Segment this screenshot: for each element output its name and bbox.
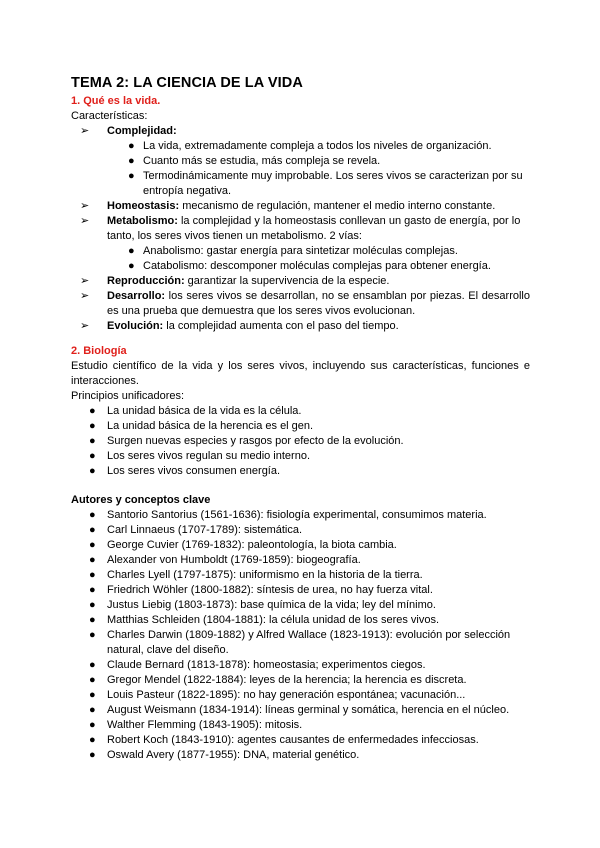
author-text: Robert Koch (1843-1910): agentes causantes de enfermedades infecciosas. — [107, 734, 479, 746]
principle-text: La unidad básica de la vida es la célula. — [107, 405, 302, 417]
author-item — [71, 553, 530, 568]
bullet-dot-icon: ● — [128, 245, 135, 257]
principle-item — [71, 464, 530, 479]
sub-list-item — [107, 139, 530, 154]
characteristic-sublist — [107, 244, 530, 274]
author-text: Gregor Mendel (1822-1884): leyes de la herencia; la herencia es discreta. — [107, 674, 467, 686]
bullet-dot-icon: ● — [128, 140, 135, 152]
bullet-dot-icon: ● — [89, 405, 96, 417]
bullet-dot-icon: ● — [89, 584, 96, 596]
characteristic-term: Reproducción: — [107, 275, 185, 287]
author-item — [71, 538, 530, 553]
principle-text: Los seres vivos regulan su medio interno. — [107, 450, 310, 462]
bullet-dot-icon: ● — [128, 170, 135, 182]
author-text: George Cuvier (1769-1832): paleontología, la biota cambia. — [107, 539, 397, 551]
characteristics-label: Características: — [71, 110, 148, 122]
sub-list-item — [107, 244, 530, 259]
author-text: Louis Pasteur (1822-1895): no hay generación espontánea; vacunación... — [107, 689, 466, 701]
sub-list-item — [107, 259, 530, 274]
section-heading-biologia: 2. Biología — [71, 345, 127, 357]
characteristic-text: la complejidad aumenta con el paso del tiempo. — [163, 320, 399, 332]
author-text: Alexander von Humboldt (1769-1859): biogeografía. — [107, 554, 361, 566]
bullet-dot-icon: ● — [89, 734, 96, 746]
author-item — [71, 598, 530, 613]
author-text: Matthias Schleiden (1804-1881): la célula unidad de los seres vivos. — [107, 614, 440, 626]
characteristic-text: garantizar la supervivencia de la especie. — [184, 275, 390, 287]
bullet-dot-icon: ● — [89, 465, 96, 477]
sub-list-item-text: Termodinámicamente muy improbable. Los seres vivos se caracterizan por su entropía negativa. — [143, 170, 523, 197]
sub-list-item — [107, 169, 530, 199]
bullet-dot-icon: ● — [128, 260, 135, 272]
bullet-dot-icon: ● — [128, 155, 135, 167]
bullet-dot-icon: ● — [89, 749, 96, 761]
principle-text: Los seres vivos consumen energía. — [107, 465, 281, 477]
principles-label: Principios unificadores: — [71, 390, 185, 402]
characteristics-list — [71, 124, 530, 334]
bullet-dot-icon: ● — [89, 450, 96, 462]
characteristic-item — [71, 289, 530, 319]
author-text: Santorio Santorius (1561-1636): fisiología experimental, consumimos materia. — [107, 509, 487, 521]
principles-list — [71, 404, 530, 479]
characteristic-item — [71, 214, 530, 274]
author-item — [71, 658, 530, 673]
characteristic-text: mecanismo de regulación, mantener el medio interno constante. — [179, 200, 496, 212]
sub-list-item-text: Anabolismo: gastar energía para sintetizar moléculas complejas. — [143, 245, 458, 257]
characteristic-term: Complejidad: — [107, 125, 177, 137]
characteristic-term: Homeostasis: — [107, 200, 180, 212]
author-item — [71, 748, 530, 763]
principle-item — [71, 419, 530, 434]
bullet-dot-icon: ● — [89, 509, 96, 521]
author-text: Carl Linnaeus (1707-1789): sistemática. — [107, 524, 303, 536]
author-text: Oswald Avery (1877-1955): DNA, material genético. — [107, 749, 360, 761]
principle-item — [71, 434, 530, 449]
bullet-dot-icon: ● — [89, 539, 96, 551]
author-text: Claude Bernard (1813-1878): homeostasia; experimentos ciegos. — [107, 659, 426, 671]
sub-list-item-text: La vida, extremadamente compleja a todos los niveles de organización. — [143, 140, 492, 152]
author-item — [71, 673, 530, 688]
author-text: Walther Flemming (1843-1905): mitosis. — [107, 719, 303, 731]
characteristic-text: los seres vivos se desarrollan, no se ensamblan por piezas. El desarrollo es una prueba que demuestra que los seres vivos evolucionan. — [107, 290, 530, 317]
arrow-bullet-icon: ➢ — [80, 290, 90, 302]
section-heading-que-es-la-vida: 1. Qué es la vida. — [71, 95, 161, 107]
characteristic-item — [71, 274, 530, 289]
arrow-bullet-icon: ➢ — [80, 275, 90, 287]
author-item — [71, 733, 530, 748]
arrow-bullet-icon: ➢ — [80, 125, 90, 137]
sub-list-item-text: Cuanto más se estudia, más compleja se revela. — [143, 155, 381, 167]
characteristic-sublist — [107, 139, 530, 199]
sub-list-item-text: Catabolismo: descomponer moléculas complejas para obtener energía. — [143, 260, 491, 272]
bullet-dot-icon: ● — [89, 689, 96, 701]
author-text: Charles Darwin (1809-1882) y Alfred Wallace (1823-1913): evolución por selección natural, clave del diseño. — [107, 629, 511, 656]
characteristic-item — [71, 319, 530, 334]
author-item — [71, 568, 530, 583]
author-item — [71, 703, 530, 718]
bullet-dot-icon: ● — [89, 524, 96, 536]
arrow-bullet-icon: ➢ — [80, 200, 90, 212]
author-text: Charles Lyell (1797-1875): uniformismo en la historia de la tierra. — [107, 569, 423, 581]
author-item — [71, 523, 530, 538]
characteristic-term: Desarrollo: — [107, 290, 166, 302]
page-title: TEMA 2: LA CIENCIA DE LA VIDA — [71, 75, 303, 91]
bullet-dot-icon: ● — [89, 629, 96, 641]
author-text: Friedrich Wöhler (1800-1882): síntesis de urea, no hay fuerza vital. — [107, 584, 433, 596]
bullet-dot-icon: ● — [89, 614, 96, 626]
bullet-dot-icon: ● — [89, 569, 96, 581]
sub-list-item — [107, 154, 530, 169]
biology-definition: Estudio científico de la vida y los seres vivos, incluyendo sus características, funciones e interacciones. — [71, 360, 530, 387]
characteristic-term: Evolución: — [107, 320, 164, 332]
characteristic-term: Metabolismo: — [107, 215, 178, 227]
authors-list — [71, 508, 530, 763]
author-text: Justus Liebig (1803-1873): base química de la vida; ley del mínimo. — [107, 599, 436, 611]
bullet-dot-icon: ● — [89, 704, 96, 716]
author-item — [71, 508, 530, 523]
author-item — [71, 613, 530, 628]
arrow-bullet-icon: ➢ — [80, 215, 90, 227]
bullet-dot-icon: ● — [89, 719, 96, 731]
bullet-dot-icon: ● — [89, 659, 96, 671]
bullet-dot-icon: ● — [89, 599, 96, 611]
author-item — [71, 718, 530, 733]
principle-item — [71, 449, 530, 464]
bullet-dot-icon: ● — [89, 420, 96, 432]
author-item — [71, 688, 530, 703]
authors-heading: Autores y conceptos clave — [71, 494, 211, 506]
bullet-dot-icon: ● — [89, 435, 96, 447]
characteristic-text: la complejidad y la homeostasis conllevan un gasto de energía, por lo tanto, los seres vivos tienen un metabolismo. 2 vías: — [107, 215, 521, 242]
bullet-dot-icon: ● — [89, 674, 96, 686]
principle-text: La unidad básica de la herencia es el gen. — [107, 420, 314, 432]
characteristic-item — [71, 199, 530, 214]
document-page — [71, 74, 530, 763]
author-item — [71, 583, 530, 598]
principle-item — [71, 404, 530, 419]
author-item — [71, 628, 530, 658]
characteristic-item — [71, 124, 530, 199]
principle-text: Surgen nuevas especies y rasgos por efecto de la evolución. — [107, 435, 404, 447]
bullet-dot-icon: ● — [89, 554, 96, 566]
author-text: August Weismann (1834-1914): líneas germinal y somática, herencia en el núcleo. — [107, 704, 510, 716]
arrow-bullet-icon: ➢ — [80, 320, 90, 332]
